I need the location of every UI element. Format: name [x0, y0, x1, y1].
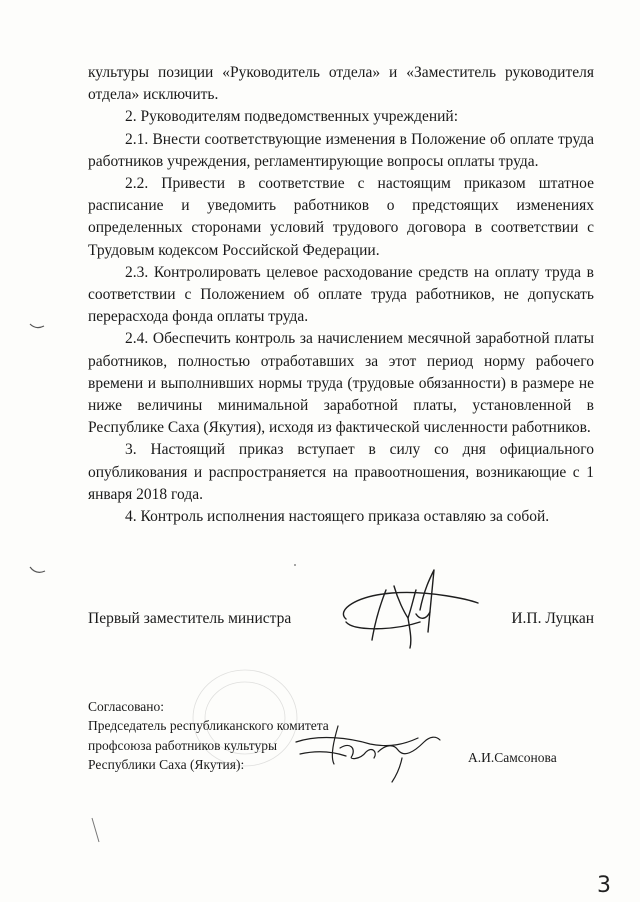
approval-heading: Согласовано:	[88, 699, 164, 714]
paragraph-item-2-4: 2.4. Обеспечить контроль за начислением месячной заработной платы работников, полностью отработавших за этот период норму рабочего времени и выполнивших нормы труда (трудовые обязанности) в размере не ниже величины минимальной заработной платы, установленной в Республике Саха (Якутия), исходя из фактической численности работников.	[88, 330, 594, 437]
paragraph-item-2-2: 2.2. Привести в соответствие с настоящим приказом штатное расписание и уведомить работников о предстоящих изменениях определенных сторонами условий трудового договора в соответствии с Трудовым кодексом Российской Федерации.	[88, 175, 594, 259]
scan-mark-bottom	[30, 567, 45, 572]
approval-position-line-3: Республики Саха (Якутия):	[88, 757, 245, 773]
paragraph-item-2-3: 2.3. Контролировать целевое расходование средств на оплату труда в соответствии с Положением об оплате труда работников, не допускать перерасхода фонда оплаты труда.	[88, 263, 594, 326]
approval-position-line-1: Председатель республиканского комитета	[88, 718, 329, 734]
scan-mark-top	[30, 324, 44, 328]
scan-line-mark	[92, 818, 99, 842]
signatory-title: Первый заместитель министра	[88, 610, 292, 627]
faint-stamp	[193, 670, 297, 766]
scan-dot	[294, 564, 296, 566]
paragraph-item-2-1: 2.1. Внести соответствующие изменения в Положение об оплате труда работников учреждения, регламентирующие вопросы оплаты труда.	[88, 130, 594, 170]
approver-name: А.И.Самсонова	[468, 750, 557, 765]
page-number: 3	[597, 873, 611, 898]
minister-signature	[343, 570, 478, 648]
approver-signature	[296, 726, 440, 782]
paragraph-item-4: 4. Контроль исполнения настоящего приказа оставляю за собой.	[125, 508, 550, 526]
paragraph-item-3: 3. Настоящий приказ вступает в силу со дня официального опубликования и распространяется на правоотношения, возникающие с 1 января 2018 года.	[88, 441, 594, 503]
paragraph-continuation: культуры позиции «Руководитель отдела» и «Заместитель руководителя отдела» исключить.	[88, 64, 594, 104]
approval-position-line-2: профсоюза работников культуры	[88, 737, 278, 753]
signatory-name: И.П. Луцкан	[511, 610, 594, 627]
paragraph-item-2: 2. Руководителям подведомственных учреждений:	[125, 108, 459, 126]
